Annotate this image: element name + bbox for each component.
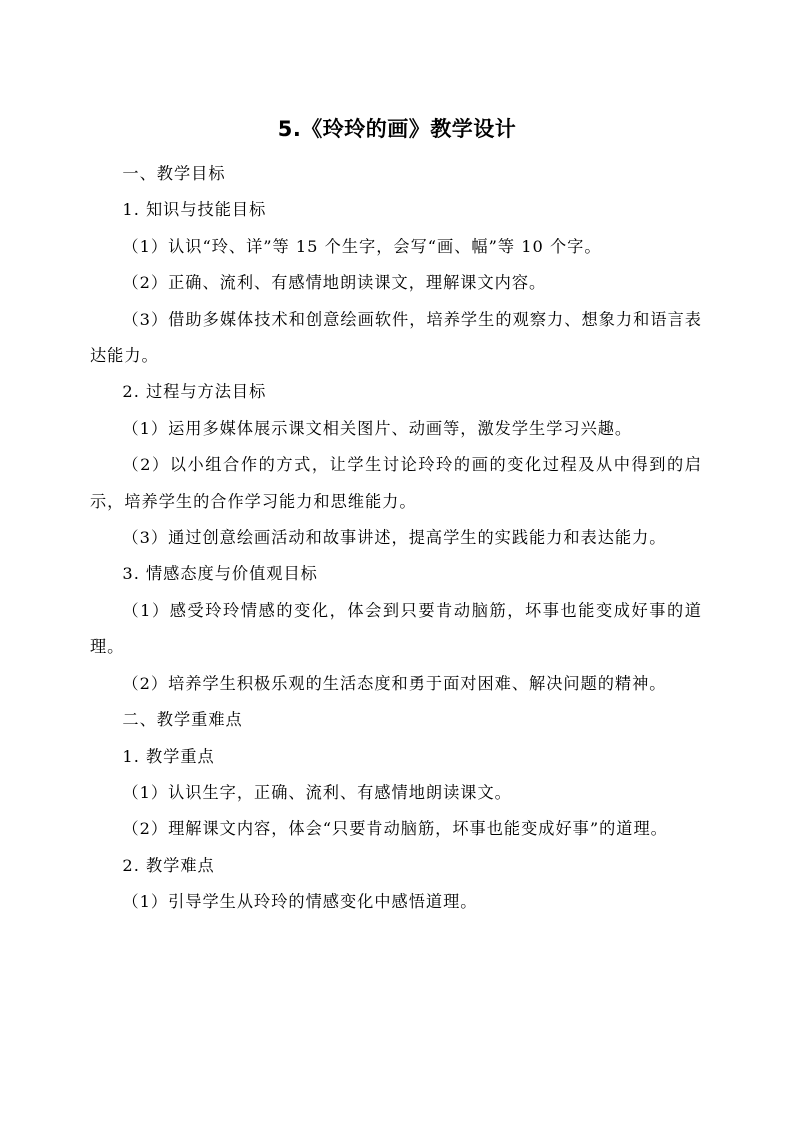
- paragraph: （1）认识“玲、详”等 15 个生字，会写“画、幅”等 10 个字。: [122, 236, 602, 256]
- subheading-process-methods: 2. 过程与方法目标: [122, 382, 267, 402]
- paragraph: （2）理解课文内容，体会“只要肯动脑筋，坏事也能变成好事”的道理。: [122, 819, 668, 839]
- paragraph: （3）通过创意绘画活动和故事讲述，提高学生的实践能力和表达能力。: [122, 528, 667, 548]
- paragraph: （3）借助多媒体技术和创意绘画软件，培养学生的观察力、想象力和语言表达能力。: [90, 309, 702, 366]
- section-heading-key-points: 二、教学重难点: [122, 710, 243, 730]
- paragraph: （1）认识生字，正确、流利、有感情地朗读课文。: [122, 782, 512, 802]
- paragraph: （2）以小组合作的方式，让学生讨论玲玲的画的变化过程及从中得到的启示，培养学生的合作学习能力和思维能力。: [90, 455, 702, 511]
- paragraph: （2）培养学生积极乐观的生活态度和勇于面对困难、解决问题的精神。: [122, 673, 667, 693]
- subheading-emotion-values: 3. 情感态度与价值观目标: [122, 564, 318, 584]
- subheading-knowledge-skills: 1. 知识与技能目标: [122, 200, 267, 220]
- section-heading-teaching-goals: 一、教学目标: [122, 164, 226, 183]
- subheading-teaching-difficulty: 2. 教学难点: [122, 855, 215, 875]
- paragraph: （1）运用多媒体展示课文相关图片、动画等，激发学生学习兴趣。: [122, 418, 633, 438]
- document-title: 5.《玲玲的画》教学设计: [277, 117, 517, 141]
- paragraph: （2）正确、流利、有感情地朗读课文，理解课文内容。: [122, 273, 547, 293]
- subheading-teaching-focus: 1. 教学重点: [122, 746, 215, 766]
- paragraph: （1）引导学生从玲玲的情感变化中感悟道理。: [122, 892, 478, 912]
- paragraph: （1）感受玲玲情感的变化，体会到只要肯动脑筋，坏事也能变成好事的道理。: [90, 600, 702, 657]
- document-body: [90, 156, 702, 921]
